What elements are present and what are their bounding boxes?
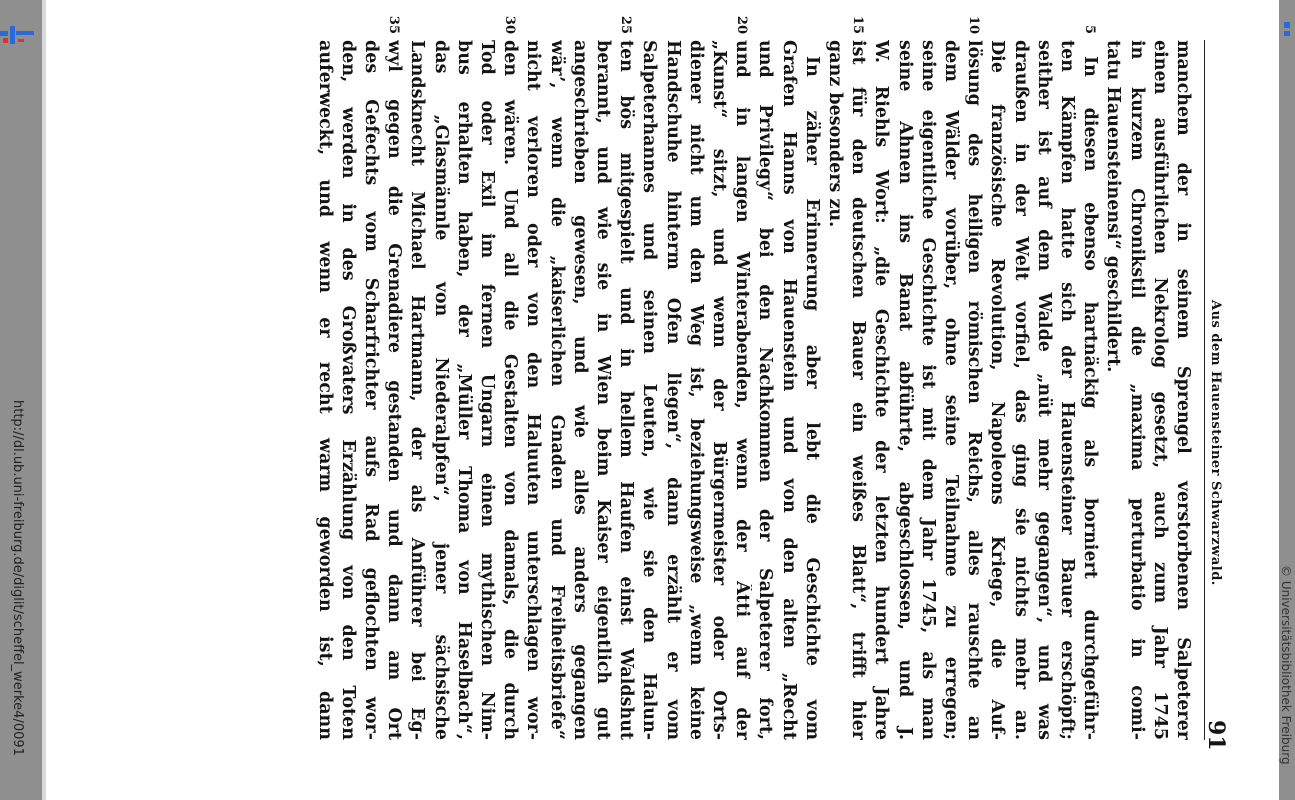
text-line: Tod oder Exil im fernen Ungarn einen mythischen Nim- [477, 40, 497, 740]
text-line: nicht verloren oder von den Haluuten unterschlagen wor- [523, 40, 544, 740]
line-number: 10 [966, 15, 982, 34]
text-line: ist für den deutschen Bauer ein weißes Blatt“, trifft hier [848, 40, 869, 740]
digitization-url[interactable]: http://dl.ub.uni-freiburg.de/diglit/scheffel_werke4/0091 [10, 400, 25, 756]
text-line: bus erhalten haben, der „Müller Thoma von Haselbach“, [453, 40, 474, 740]
text-line: manchem der in seinem Sprengel verstorbenen Salpeterer [1173, 40, 1193, 740]
book-page [155, 15, 1235, 760]
library-logo-small-icon [1282, 22, 1292, 36]
text-line: den, werden in des Großvaters Erzählung von den Toten [337, 40, 358, 740]
text-line: und in langen Winterabenden, wenn der Ätti auf der [732, 40, 753, 740]
text-line: diener nicht um den Weg ist, beziehungsweise „wenn keine [685, 40, 706, 740]
text-line: angeschrieben gewesen, und wie alles anders gegangen [569, 40, 590, 740]
text-line: Landsknecht Michael Hartmann, der als Anführer bei Eg- [407, 40, 428, 740]
library-logo-icon [0, 22, 34, 50]
text-line: berannt, und wie sie in Wien beim Kaiser eigentlich gut [593, 40, 613, 740]
text-line: wär’, wenn die „kaiserlichen Gnaden und Freiheitsbriefe“ [546, 40, 567, 740]
page-edge-shadow [42, 0, 46, 800]
page-number: 91 [1203, 720, 1229, 751]
text-line: ganz besonders zu. [825, 40, 845, 228]
text-line: tatu Hauensteinensi“ geschildert. [1103, 40, 1124, 373]
text-line: draußen in der Welt vorfiel, das ging sie nichts mehr an. [1010, 40, 1031, 740]
line-number: 30 [502, 15, 518, 34]
line-number: 5 [1082, 24, 1098, 34]
text-line: Handschuhe hinterm Ofen liegen“, dann erzählt er vom [662, 40, 683, 740]
text-line: das „Glasmännle von Niederalpfen“, jener sächsische [430, 40, 451, 740]
text-line: seither ist auf dem Walde „nüt mehr gegangen“, und was [1033, 40, 1054, 740]
right-margin-strip [1279, 0, 1295, 800]
text-line: In zäher Erinnerung aber lebt die Geschichte vom [801, 56, 822, 740]
right-copyright: © Universitätsbibliothek Freiburg [1279, 565, 1293, 765]
text-line: ten bös mitgespielt und in hellem Haufen einst Waldshut [616, 40, 637, 740]
text-line: lösung des heiligen römischen Reichs, alles rauschte an [964, 40, 985, 740]
text-line: W. Riehls Wort: „die Geschichte der letzten hundert Jahre [871, 40, 892, 740]
text-line: des Gefechts vom Scharfrichter aufs Rad geflochten wor- [361, 40, 381, 740]
text-line: einen ausführlichen Nekrolog gesetzt, auch zum Jahr 1745 [1149, 40, 1170, 740]
line-number: 15 [850, 15, 866, 34]
text-line: den wären. Und all die Gestalten von damals, die durch [500, 40, 521, 740]
left-margin-strip [0, 0, 42, 800]
text-line: auferweckt, und wenn er recht warm geworden ist, dann [314, 40, 335, 740]
text-line: seine Ahnen ins Banat abführte, abgeschlossen, und J. [894, 40, 915, 740]
text-line: Die französische Revolution, Napoleons Kriege, die Auf- [987, 40, 1008, 740]
text-line: Salpeterhannes und seinen Leuten, wie sie den Halun- [639, 40, 660, 740]
text-line: Grafen Hanns von Hauenstein und von den alten „Recht [778, 40, 799, 740]
line-number: 20 [734, 15, 750, 34]
text-line: „Kunst“ sitzt, und wenn der Bürgermeister oder Orts- [709, 40, 729, 740]
text-line: dem Wälder vorüber, ohne seine Teilnahme zu erregen; [941, 40, 961, 740]
text-line: und Privilegy“ bei den Nachkommen der Salpeterer fort, [755, 40, 776, 740]
header-rule [1204, 40, 1205, 740]
text-line: wyl gegen die Grenadiere gestanden und dann am Ort [384, 40, 405, 740]
running-head: Aus dem Hauensteiner Schwarzwald. [1208, 300, 1223, 586]
text-line: in kurzem Chronikstil die „maxima perturbatio in comi- [1126, 40, 1147, 740]
line-number: 25 [618, 15, 634, 34]
text-line: In diesen ebenso hartnäckig als borniert durchgeführ- [1080, 56, 1101, 740]
line-number: 35 [386, 15, 402, 34]
text-line: seine eigentliche Geschichte ist mit dem Jahr 1745, als man [917, 40, 938, 740]
text-line: ten Kämpfen hatte sich der Hauensteiner Bauer erschöpft; [1057, 40, 1077, 740]
